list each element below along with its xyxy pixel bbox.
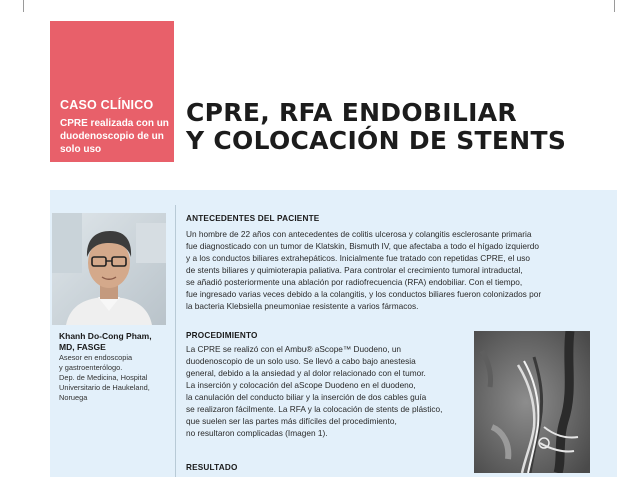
- text-line: fue ingresado varias veces debido a la colangitis, y los conductos biliares fueron colonizados por: [186, 289, 542, 299]
- bio-line: Dep. de Medicina, Hospital: [59, 373, 148, 382]
- bio-line: Universitario de Haukeland,: [59, 383, 150, 392]
- text-line: la canulación del conducto biliar y la inserción de dos cables guía: [186, 392, 427, 402]
- column-divider: [175, 205, 176, 477]
- text-line: general, debido a la ansiedad y al dolor relacionado con el tumor.: [186, 368, 426, 378]
- result-heading: RESULTADO: [186, 463, 238, 472]
- fluoroscopy-image: [474, 331, 590, 473]
- article-title: [186, 99, 606, 155]
- text-line: no resultaron complicadas (Imagen 1).: [186, 428, 328, 438]
- crop-mark-right: [614, 0, 615, 12]
- case-subtitle: CPRE realizada con un duodenoscopio de un solo uso: [60, 118, 169, 155]
- text-line: duodenoscopio de un solo uso. Se llevó a cabo bajo anestesia: [186, 356, 416, 366]
- author-name: Khanh Do-Cong Pham, MD, FASGE: [59, 331, 152, 352]
- text-line: de stents biliares y quimioterapia paliativa. Para controlar el crecimiento tumoral intraductal,: [186, 265, 523, 275]
- text-line: La CPRE se realizó con el Ambu® aScope™ Duodeno, un: [186, 344, 402, 354]
- text-line: fue diagnosticado con un tumor de Klatskin, Bismuth IV, que afectaba a todo el hígado izquierdo: [186, 241, 540, 251]
- case-label-box: [50, 21, 174, 162]
- text-line: se realizaron fácilmente. La RFA y la colocación de stents de plástico,: [186, 404, 443, 414]
- text-line: la bacteria Klebsiella pneumoniae resistente a varios fármacos.: [186, 301, 419, 311]
- background-heading: ANTECEDENTES DEL PACIENTE: [186, 214, 320, 223]
- case-kicker: CASO CLÍNICO: [60, 98, 154, 112]
- text-line: La inserción y colocación del aScope Duodeno en el duodeno,: [186, 380, 416, 390]
- background-text: [186, 228, 598, 312]
- author-bio: [59, 353, 171, 403]
- text-line: Un hombre de 22 años con antecedentes de colitis ulcerosa y colangitis esclerosante primaria: [186, 229, 532, 239]
- text-line: y a los conductos biliares extrahepáticos. Inicialmente fue tratado con repetidas CPRE, el uso: [186, 253, 531, 263]
- author-photo: [52, 213, 166, 325]
- title-line-1: CPRE, RFA ENDOBILIAR: [186, 98, 517, 127]
- bio-line: Asesor en endoscopia: [59, 353, 133, 362]
- procedure-heading: PROCEDIMIENTO: [186, 331, 258, 340]
- procedure-text: [186, 343, 468, 439]
- crop-mark-left: [23, 0, 24, 12]
- text-line: se añadió posteriormente una ablación por radiofrecuencia (RFA) endobiliar. Con el tiempo,: [186, 277, 523, 287]
- text-line: que suelen ser las partes más difíciles del procedimiento,: [186, 416, 397, 426]
- title-line-2: Y COLOCACIÓN DE STENTS: [186, 126, 567, 155]
- bio-line: Noruega: [59, 393, 88, 402]
- bio-line: y gastroenterólogo.: [59, 363, 123, 372]
